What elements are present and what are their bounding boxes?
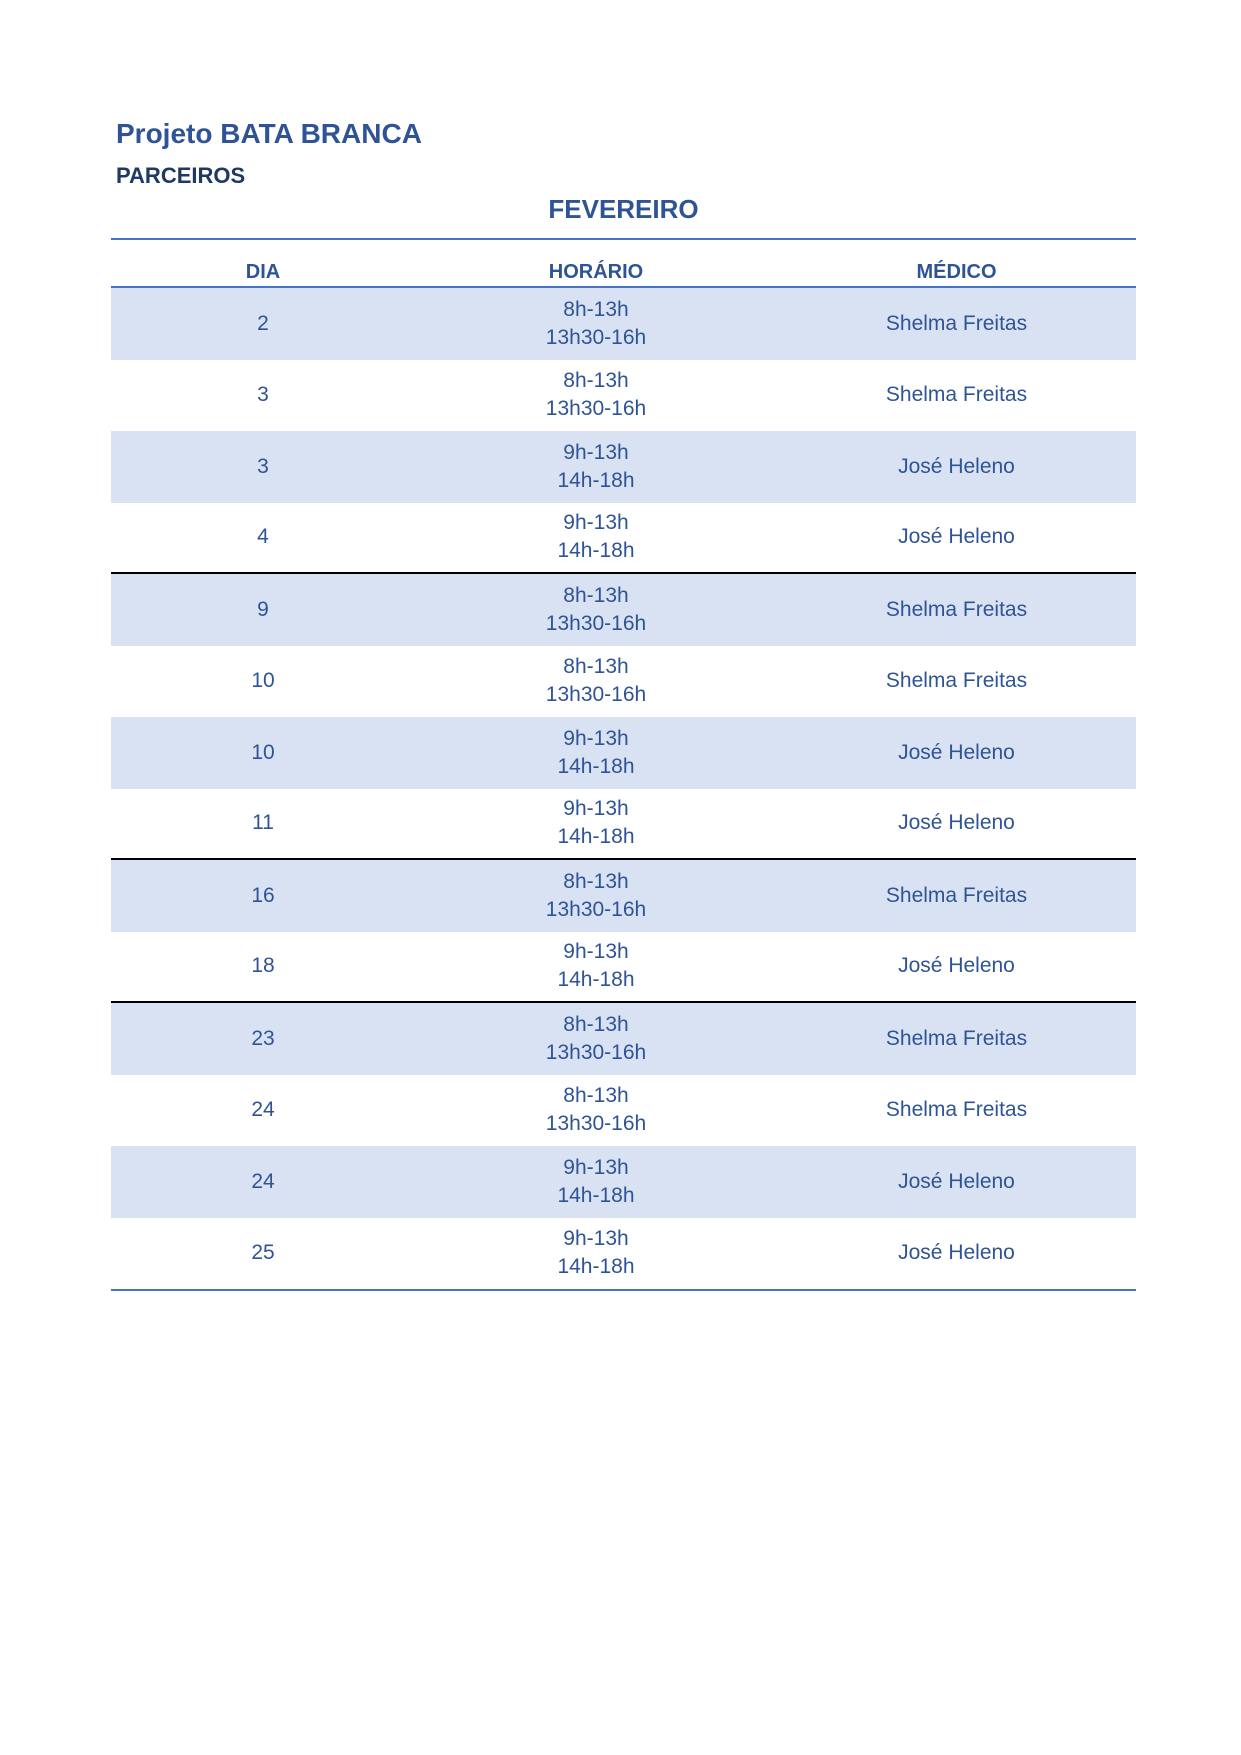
cell-medico: Shelma Freitas (885, 383, 1028, 407)
cell-dia: 4 (257, 525, 269, 549)
cell-horario (415, 509, 777, 565)
horario-line: 9h-13h (563, 1227, 629, 1251)
cell-horario (415, 1011, 777, 1067)
cell-horario (415, 439, 777, 495)
cell-medico: Shelma Freitas (885, 311, 1028, 335)
cell-dia: 9 (257, 597, 269, 621)
table-row (111, 503, 1136, 575)
horario-line: 9h-13h (563, 726, 629, 750)
horario-line: 14h-18h (557, 968, 635, 992)
table-header-row (111, 240, 1136, 288)
horario-line: 13h30-16h (545, 683, 647, 707)
cell-medico: Shelma Freitas (885, 883, 1028, 907)
cell-dia: 24 (251, 1169, 275, 1193)
cell-horario (415, 1082, 777, 1138)
schedule-table (111, 238, 1136, 1291)
horario-line: 9h-13h (563, 440, 629, 464)
cell-medico: José Heleno (898, 1241, 1015, 1265)
cell-horario (415, 795, 777, 851)
cell-horario (415, 653, 777, 709)
horario-line: 8h-13h (563, 369, 629, 393)
horario-line: 13h30-16h (545, 1112, 647, 1136)
cell-horario (415, 725, 777, 781)
horario-line: 13h30-16h (545, 897, 647, 921)
cell-horario (415, 938, 777, 994)
cell-horario (415, 367, 777, 423)
cell-horario (415, 868, 777, 924)
cell-dia: 25 (251, 1241, 275, 1265)
horario-line: 14h-18h (557, 754, 635, 778)
horario-line: 13h30-16h (545, 1040, 647, 1064)
cell-dia: 3 (257, 383, 269, 407)
horario-line: 13h30-16h (545, 325, 647, 349)
cell-medico: José Heleno (898, 525, 1015, 549)
cell-dia: 11 (252, 811, 274, 835)
cell-medico: José Heleno (898, 811, 1015, 835)
cell-medico: Shelma Freitas (885, 669, 1028, 693)
cell-medico: Shelma Freitas (885, 1098, 1028, 1122)
horario-line: 14h-18h (557, 1255, 635, 1279)
cell-dia: 23 (251, 1026, 275, 1050)
cell-horario (415, 296, 777, 352)
column-header-medico: MÉDICO (916, 261, 997, 283)
table-row (111, 574, 1136, 646)
horario-line: 8h-13h (563, 583, 629, 607)
horario-line: 14h-18h (557, 539, 635, 563)
month-heading: FEVEREIRO (548, 194, 699, 224)
cell-medico: José Heleno (898, 1169, 1015, 1193)
cell-medico: Shelma Freitas (885, 1026, 1028, 1050)
horario-line: 8h-13h (563, 869, 629, 893)
column-header-dia: DIA (245, 261, 281, 283)
horario-line: 8h-13h (563, 655, 629, 679)
table-body (111, 288, 1136, 1289)
table-row (111, 360, 1136, 432)
table-row (111, 431, 1136, 503)
cell-dia: 10 (251, 669, 275, 693)
cell-dia: 18 (251, 954, 275, 978)
horario-line: 13h30-16h (545, 397, 647, 421)
table-row (111, 646, 1136, 718)
cell-dia: 16 (251, 883, 275, 907)
cell-horario (415, 1225, 777, 1281)
cell-medico: José Heleno (898, 454, 1015, 478)
horario-line: 8h-13h (563, 1084, 629, 1108)
cell-dia: 3 (257, 454, 269, 478)
cell-medico: Shelma Freitas (885, 597, 1028, 621)
cell-horario (415, 1154, 777, 1210)
cell-horario (415, 582, 777, 638)
table-row (111, 1218, 1136, 1290)
table-row (111, 288, 1136, 360)
cell-dia: 24 (251, 1098, 275, 1122)
table-row (111, 860, 1136, 932)
project-title: Projeto BATA BRANCA (116, 118, 422, 149)
horario-line: 8h-13h (563, 297, 629, 321)
column-header-horario: HORÁRIO (548, 261, 644, 283)
horario-line: 14h-18h (557, 825, 635, 849)
horario-line: 14h-18h (557, 1183, 635, 1207)
cell-medico: José Heleno (898, 954, 1015, 978)
table-row (111, 1146, 1136, 1218)
table-row (111, 1003, 1136, 1075)
horario-line: 13h30-16h (545, 611, 647, 635)
table-row (111, 717, 1136, 789)
table-row (111, 789, 1136, 861)
horario-line: 14h-18h (557, 468, 635, 492)
horario-line: 9h-13h (563, 511, 629, 535)
table-row (111, 1075, 1136, 1147)
cell-medico: José Heleno (898, 740, 1015, 764)
horario-line: 8h-13h (563, 1012, 629, 1036)
table-row (111, 932, 1136, 1004)
cell-dia: 10 (251, 740, 275, 764)
cell-dia: 2 (257, 311, 269, 335)
horario-line: 9h-13h (563, 797, 629, 821)
subtitle: PARCEIROS (116, 163, 246, 188)
horario-line: 9h-13h (563, 1155, 629, 1179)
horario-line: 9h-13h (563, 940, 629, 964)
